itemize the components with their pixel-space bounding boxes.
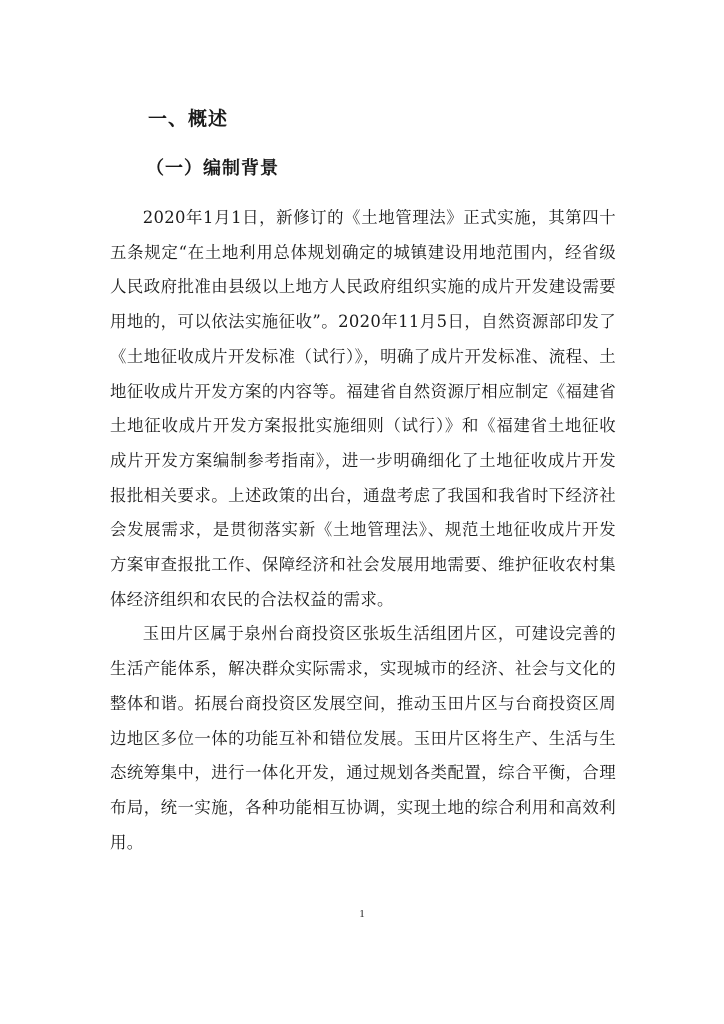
paragraph-background: 2020年1月1日，新修订的《土地管理法》正式实施，其第四十五条规定“在土地利用总体规划确定的城镇建设用地范围内，经省级人民政府批准由县级以上地方人民政府组织实施的成片开发建设需要用地的，可以依法实施征收”。2020年11月5日，自然资源部印发了《土地征收成片开发标准（试行）》，明确了成片开发标准、流程、土地征收成片开发方案的内容等。福建省自然资源厅相应制定《福建省土地征收成片开发方案报批实施细则（试行）》和《福建省土地征收成片开发方案编制参考指南》，进一步明确细化了土地征收成片开发报批相关要求。上述政策的出台，通盘考虑了我国和我省时下经济社会发展需求，是贯彻落实新《土地管理法》、规范土地征收成片开发方案审查报批工作、保障经济和社会发展用地需要、维护征收农村集体经济组织和农民的合法权益的需求。 <box>110 208 616 609</box>
section-heading: 一、概述 <box>148 108 229 130</box>
subsection-heading: （一）编制背景 <box>146 158 279 179</box>
page-number: 1 <box>359 908 365 920</box>
body-text <box>110 201 616 860</box>
paragraph-yutian: 玉田片区属于泉州台商投资区张坂生活组团片区，可建设完善的生活产能体系，解决群众实际需求，实现城市的经济、社会与文化的整体和谐。拓展台商投资区发展空间，推动玉田片区与台商投资区周边地区多位一体的功能互补和错位发展。玉田片区将生产、生活与生态统筹集中，进行一体化开发，通过规划各类配置，综合平衡，合理布局，统一实施，各种功能相互协调，实现土地的综合利用和高效利用。 <box>110 624 616 852</box>
